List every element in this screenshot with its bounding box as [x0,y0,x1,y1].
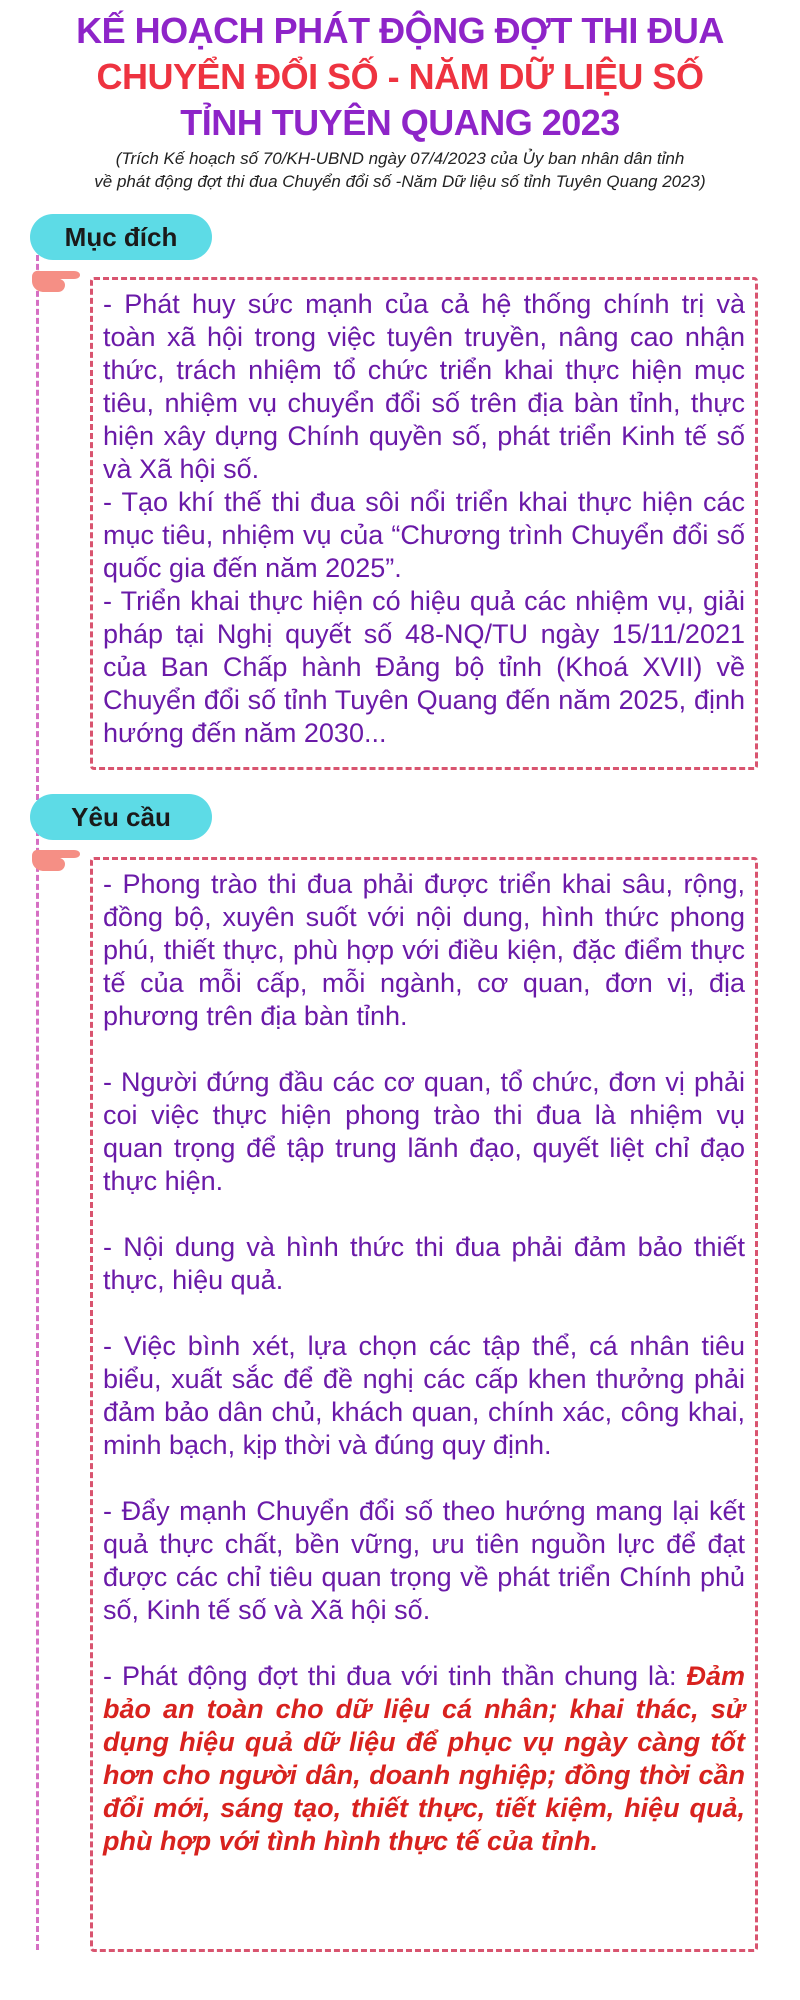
final-intro-text: - Phát động đợt thi đua với tinh thần chung là: [103,1661,687,1691]
requirements-paragraph-5: - Đẩy mạnh Chuyển đổi số theo hướng mang lại kết quả thực chất, bền vững, ưu tiên nguồn lực để đạt được các chỉ tiêu quan trọng về phát triển Chính phủ số, Kinh tế số và Xã hội số. [103,1496,745,1625]
requirements-paragraph-2: - Người đứng đầu các cơ quan, tổ chức, đơn vị phải coi việc thực hiện phong trào thi đua là nhiệm vụ quan trọng để tập trung lãnh đạo, quyết liệt chỉ đạo thực hiện. [103,1067,745,1196]
title-line-2: CHUYỂN ĐỔI SỐ - NĂM DỮ LIỆU SỐ [96,56,704,97]
purpose-paragraph-2: - Tạo khí thế thi đua sôi nổi triển khai thực hiện các mục tiêu, nhiệm vụ của “Chương trình Chuyển đổi số quốc gia đến năm 2025”. [103,487,745,583]
document-header [0,8,800,192]
purpose-content-box [90,277,758,770]
pointing-hand-icon [30,845,86,875]
requirements-paragraph-4: - Việc bình xét, lựa chọn các tập thể, cá nhân tiêu biểu, xuất sắc để đề nghị các cấp khen thưởng phải đảm bảo dân chủ, khách quan, chính xác, công khai, minh bạch, kịp thời và đúng quy định. [103,1331,745,1460]
title-line-1: KẾ HOẠCH PHÁT ĐỘNG ĐỢT THI ĐUA [76,10,724,51]
requirements-content-box [90,857,758,1952]
pointing-hand-icon [30,266,86,296]
requirements-paragraph-1: - Phong trào thi đua phải được triển khai sâu, rộng, đồng bộ, xuyên suốt với nội dung, hình thức phong phú, thiết thực, phù hợp với điều kiện, đặc điểm thực tế của mỗi cấp, mỗi ngành, cơ quan, đơn vị, địa phương trên địa bàn tỉnh. [103,869,745,1031]
purpose-paragraph-1: - Phát huy sức mạnh của cả hệ thống chính trị và toàn xã hội trong việc tuyên truyền, nâng cao nhận thức, trách nhiệm tổ chức triển khai thực hiện mục tiêu, nhiệm vụ chuyển đổi số trên địa bàn tỉnh, thực hiện xây dựng Chính quyền số, phát triển Kinh tế số và Xã hội số. [103,289,745,484]
requirements-paragraph-3: - Nội dung và hình thức thi đua phải đảm bảo thiết thực, hiệu quả. [103,1232,745,1295]
requirements-paragraph-6 [103,1660,745,1858]
subtitle-line-1: (Trích Kế hoạch số 70/KH-UBND ngày 07/4/2023 của Ủy ban nhân dân tỉnh [115,149,685,168]
section-label-purpose: Mục đích [30,214,212,260]
purpose-paragraph-3: - Triển khai thực hiện có hiệu quả các nhiệm vụ, giải pháp tại Nghị quyết số 48-NQ/TU ngày 15/11/2021 của Ban Chấp hành Đảng bộ tỉnh (Khoá XVII) về Chuyển đổi số tỉnh Tuyên Quang đến năm 2025, định hướng đến năm 2030... [103,586,745,748]
final-emphasis-text: Đảm bảo an toàn cho dữ liệu cá nhân; khai thác, sử dụng hiệu quả dữ liệu để phục vụ ngày càng tốt hơn cho người dân, doanh nghiệp; đồng thời cần đổi mới, sáng tạo, thiết thực, tiết kiệm, hiệu quả, phù hợp với tình hình thực tế của tỉnh. [103,1661,745,1856]
title-line-3: TỈNH TUYÊN QUANG 2023 [180,102,620,143]
section-label-requirements: Yêu cầu [30,794,212,840]
subtitle-line-2: về phát động đợt thi đua Chuyển đổi số -Năm Dữ liệu số tỉnh Tuyên Quang 2023) [94,172,706,191]
timeline-divider [36,228,39,1950]
